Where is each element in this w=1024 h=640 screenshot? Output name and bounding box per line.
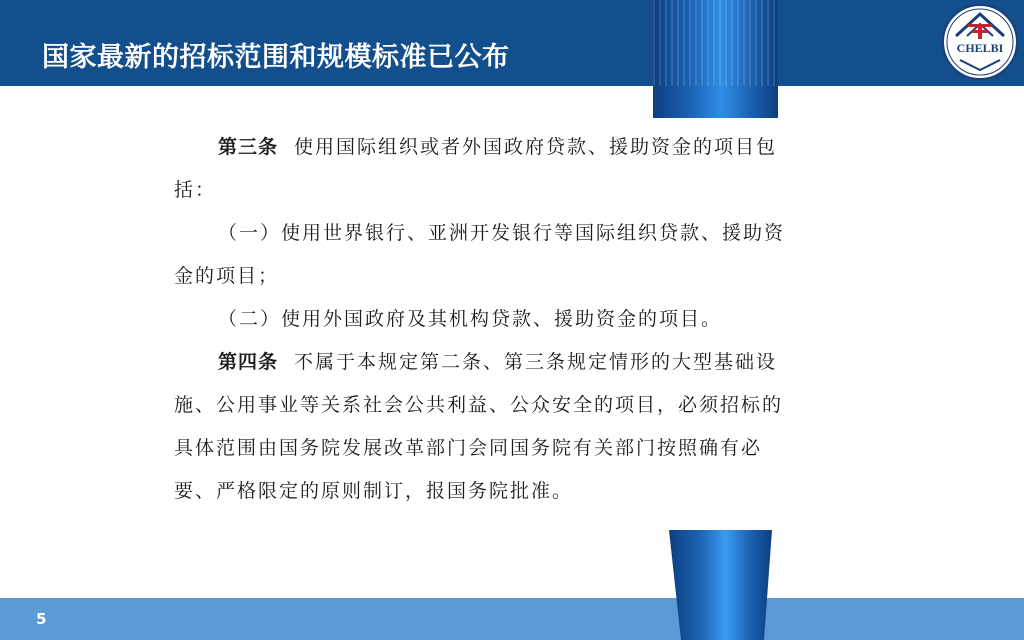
article3-item2: （二）使用外国政府及其机构贷款、援助资金的项目。 (218, 308, 723, 330)
company-emblem-icon (940, 2, 1020, 82)
page-number: 5 (36, 610, 47, 628)
article3-line1: 使用国际组织或者外国政府贷款、援助资金的项目包 (294, 136, 778, 158)
article4-heading: 第四条 (218, 351, 279, 373)
article4-line1: 不属于本规定第二条、第三条规定情形的大型基础设 (294, 351, 778, 373)
article4-paragraph (174, 341, 834, 384)
article3-heading: 第三条 (218, 136, 279, 158)
decorative-stripe-top (653, 0, 778, 118)
page-title: 国家最新的招标范围和规模标准已公布 (42, 42, 510, 73)
article4-line3: 具体范围由国务院发展改革部门会同国务院有关部门按照确有必 (174, 437, 763, 459)
article3-line2: 括： (174, 179, 217, 201)
logo-text: CHELBI (956, 41, 1004, 55)
article3-paragraph (174, 126, 834, 169)
article4-line4: 要、严格限定的原则制订，报国务院批准。 (174, 480, 574, 502)
article3-item1-line1: （一）使用世界银行、亚洲开发银行等国际组织贷款、援助资 (218, 222, 786, 244)
article4-line2: 施、公用事业等关系社会公共利益、公众安全的项目，必须招标的 (174, 394, 784, 416)
article3-item1-line2: 金的项目； (174, 265, 280, 287)
regulation-text (174, 126, 834, 513)
footer-bar (0, 598, 1024, 640)
